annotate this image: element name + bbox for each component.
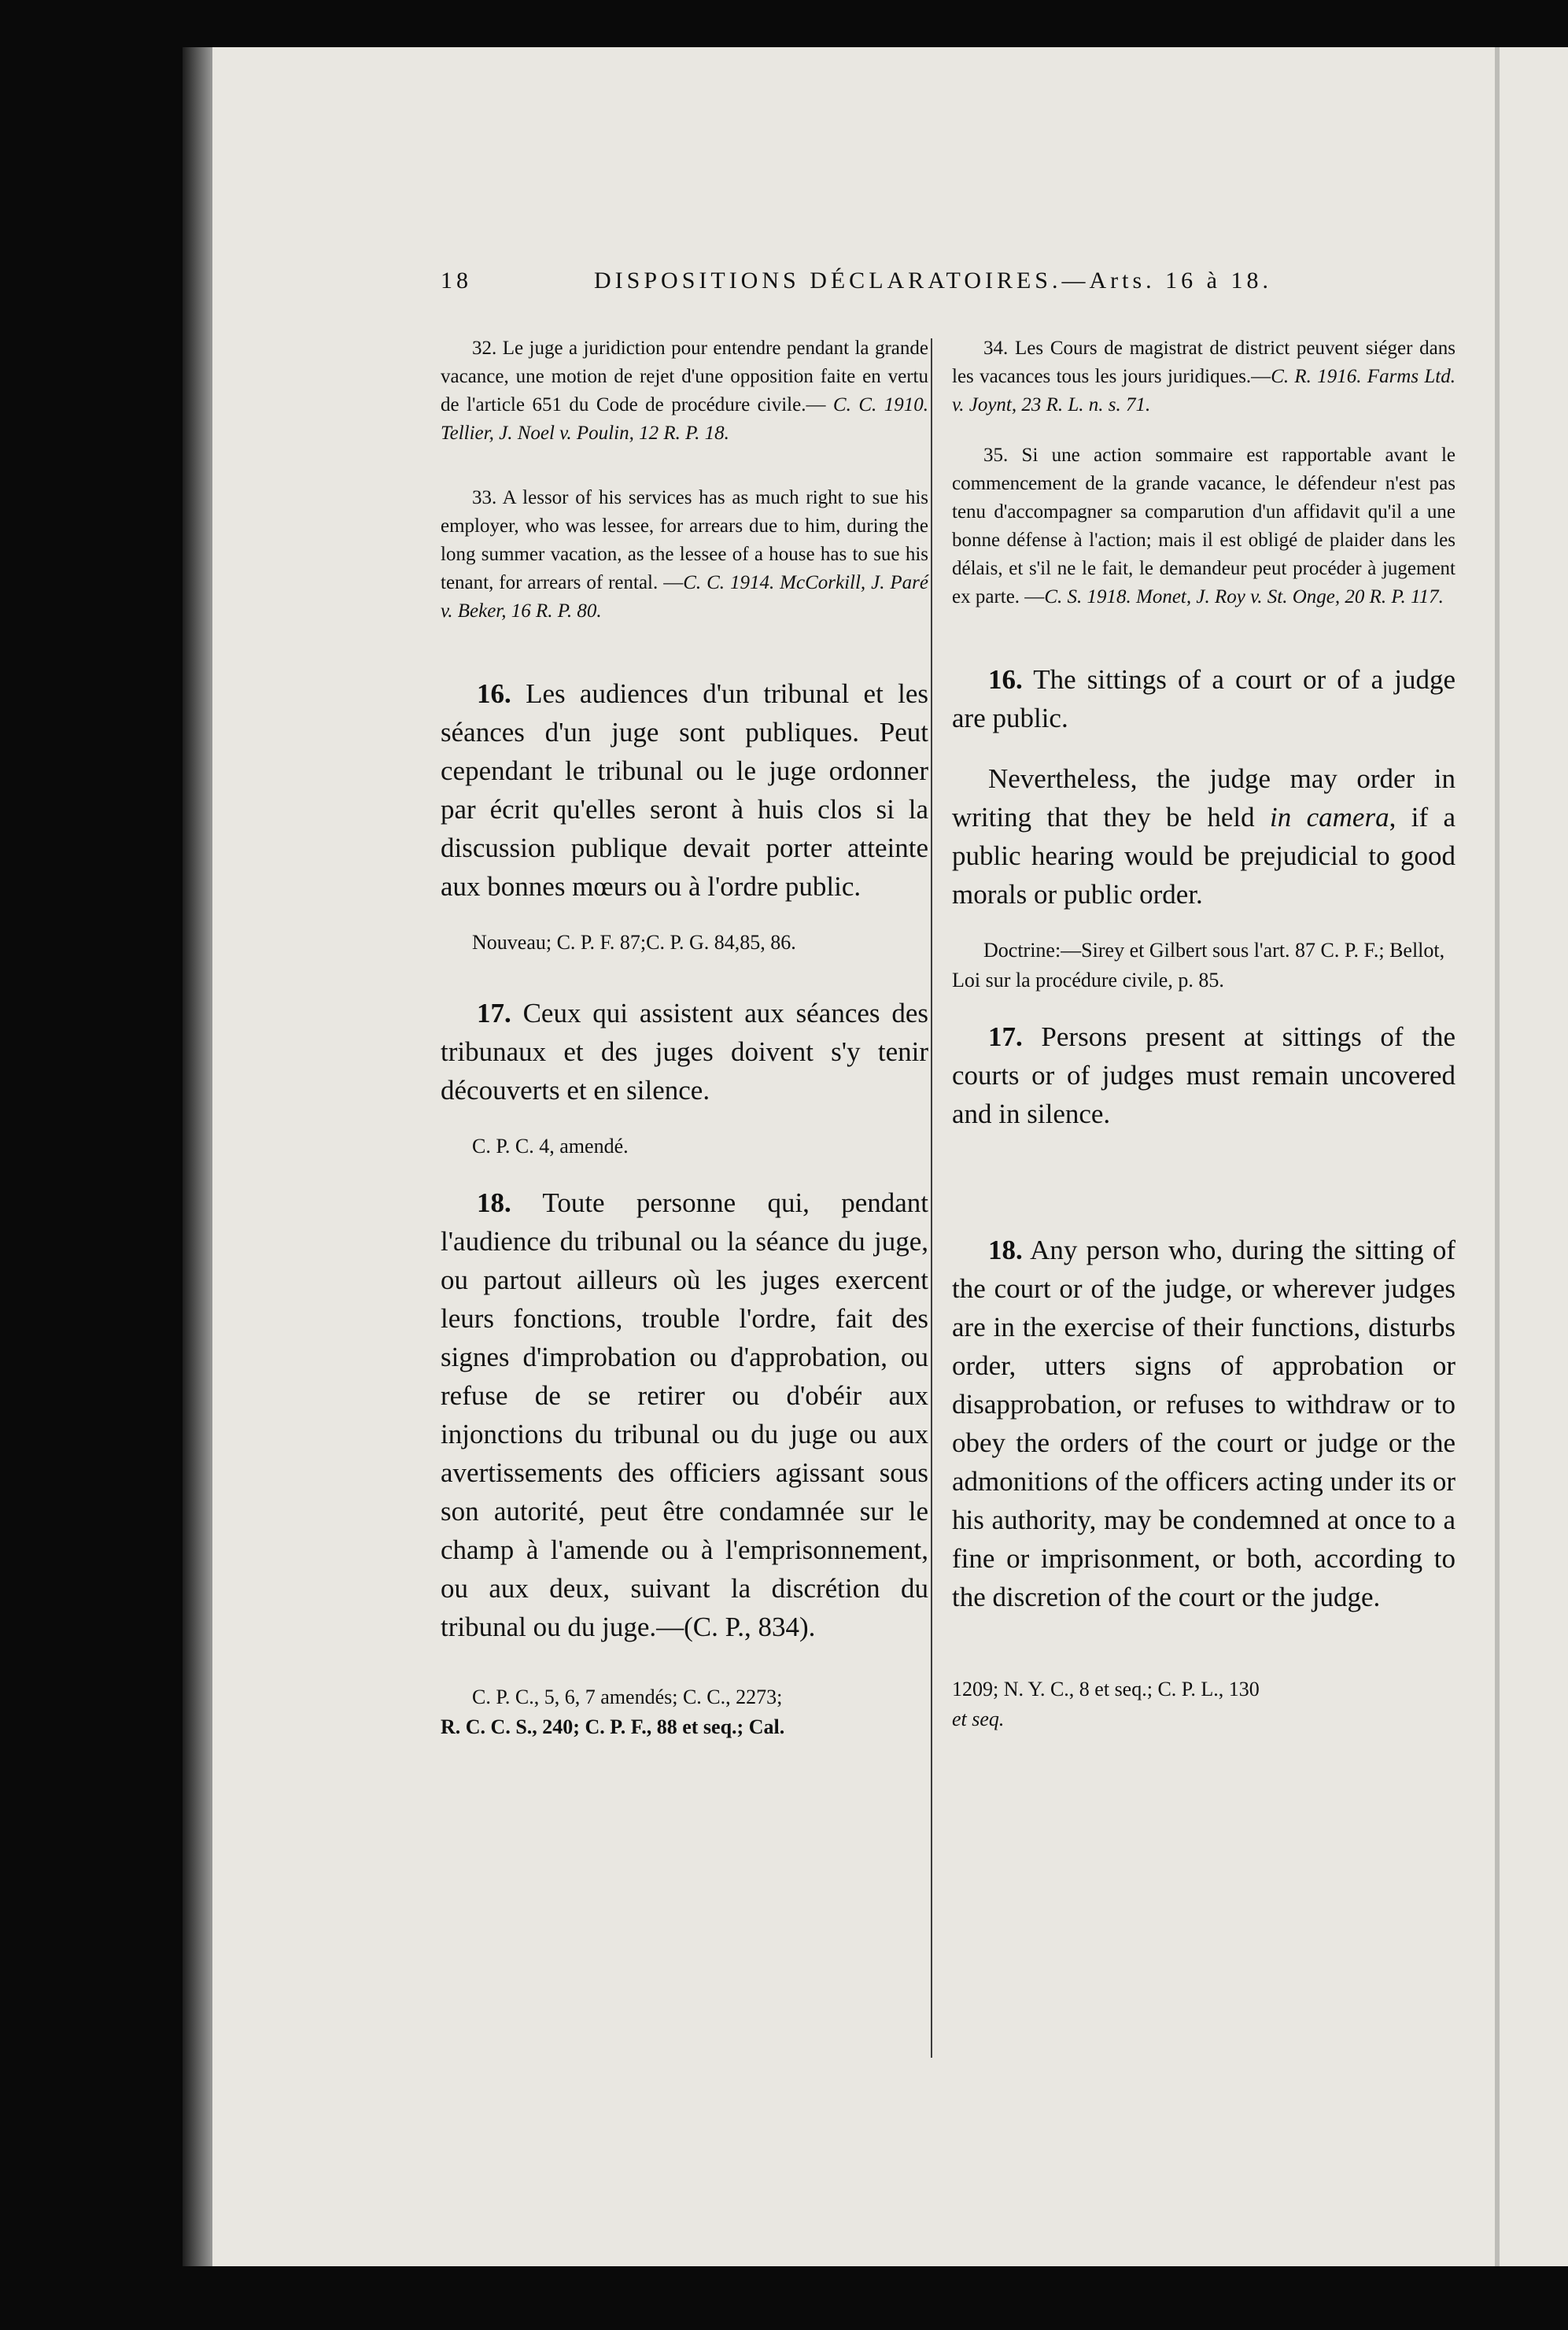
article-number: 16. [477, 678, 511, 709]
note-34-citation: C. R. 1916. Farms Ltd. v. Joynt, 23 R. L. n. s. 71. [952, 366, 1455, 415]
note-34-text: 34. Les Cours de magistrat de district peuvent siéger dans les vacances tous les jours juridiques.— [952, 338, 1455, 387]
note-33 [441, 484, 928, 626]
note-35-citation: C. S. 1918. Monet, J. Roy v. St. Onge, 20 R. P. 117. [1044, 586, 1444, 607]
french-column [441, 334, 928, 1742]
article-18-en [952, 1231, 1455, 1616]
note-33-text: 33. A lessor of his services has as much right to sue his employer, who was lessee, for arrears due to him, during the long summer vacation, as the lessee of a house has to sue his tenant, for arrears of rental. — [441, 487, 928, 593]
running-title: DISPOSITIONS DÉCLARATOIRES.—Arts. 16 à 18. [594, 268, 1272, 294]
article-text: Persons present at sittings of the courts or of judges must remain uncovered and in silence. [952, 1021, 1456, 1129]
article-17-en [952, 1017, 1455, 1133]
article-number: 16. [988, 664, 1023, 695]
article-text: The sittings of a court or of a judge are public. [952, 664, 1455, 733]
article-text: Any person who, during the sitting of the court or of the judge, or wherever judges are in the exercise of their functions, disturbs order, utters signs of approbation or disapprobation, or refuses to withdraw or to obey the orders of the court or judge or the admonitions of the officers acting under its or his authority, may be condemned at once to a fine or imprisonment, or both, according to the discretion of the court or the judge. [952, 1235, 1455, 1612]
article-18-en-source-a: 1209; N. Y. C., 8 et seq.; C. P. L., 130 [952, 1678, 1260, 1700]
column-divider [931, 338, 932, 2058]
note-35-text: 35. Si une action sommaire est rapportable avant le commencement de la grande vacance, le défendeur n'est pas tenu d'accompagner sa comparution d'un affidavit qu'il a une bonne défense à l'action; mais il est obligé de plaider dans les délais, et s'il ne le fait, le demandeur peut procéder à jugement ex parte. — [952, 445, 1455, 607]
note-35 [952, 441, 1455, 611]
note-33-citation: C. C. 1914. McCorkill, J. Paré v. Beker, 16 R. P. 80. [441, 572, 928, 622]
note-32 [441, 334, 928, 448]
article-18-fr [441, 1183, 928, 1646]
article-number: 18. [988, 1235, 1023, 1265]
in-camera-term: in camera [1270, 802, 1389, 833]
note-34 [952, 334, 1455, 419]
article-16-en [952, 660, 1455, 737]
article-text: Ceux qui assistent aux séances des tribunaux et des juges doivent s'y tenir découverts et en silence. [441, 998, 928, 1106]
article-16-en-para-2: Nevertheless, the judge may order in writing that they be held in camera, if a public hearing would be prejudicial to good morals or public order. [952, 763, 1456, 910]
article-18-fr-source-b: R. C. C. S., 240; C. P. F., 88 et seq.; Cal. [441, 1715, 785, 1738]
english-column [952, 334, 1455, 1734]
page-edge [1495, 47, 1500, 2266]
article-number: 17. [988, 1021, 1023, 1052]
article-number: 17. [477, 998, 511, 1028]
article-18-en-source-b: et seq. [952, 1708, 1005, 1730]
article-18-fr-source-a: C. P. C., 5, 6, 7 amendés; C. C., 2273; [472, 1686, 783, 1708]
article-17-fr [441, 994, 928, 1110]
page-number: 18 [441, 268, 472, 294]
article-text: Toute personne qui, pendant l'audience du tribunal ou la séance du juge, ou partout ailleurs où les juges exercent leurs fonctions, trouble l'ordre, fait des signes d'improbation ou d'approbation, ou refuse de se retirer ou d'obéir aux injonctions du tribunal ou du juge ou aux avertissements des officiers agissant sous son autorité, peut être condamnée sur le champ à l'amende ou à l'emprisonnement, ou aux deux, suivant la discrétion du tribunal ou du juge.—(C. P., 834). [441, 1187, 928, 1642]
article-16-en-doctrine: Doctrine:—Sirey et Gilbert sous l'art. 87 C. P. F.; Bellot, Loi sur la procédure civile, p. 85. [952, 939, 1445, 991]
page-shadow [183, 47, 212, 2266]
note-32-citation: C. C. 1910. Tellier, J. Noel v. Poulin, 12 R. P. 18. [441, 394, 928, 444]
article-17-fr-source: C. P. C. 4, amendé. [472, 1135, 629, 1158]
article-16-fr [441, 674, 928, 906]
article-number: 18. [477, 1187, 511, 1218]
article-text: Les audiences d'un tribunal et les séances d'un juge sont publiques. Peut cependant le tribunal ou le juge ordonner par écrit qu'elles seront à huis clos si la discussion publique devait porter atteinte aux bonnes mœurs ou à l'ordre public. [441, 678, 929, 902]
article-16-fr-source: Nouveau; C. P. F. 87;C. P. G. 84,85, 86. [472, 931, 796, 954]
note-32-text: 32. Le juge a juridiction pour entendre pendant la grande vacance, une motion de rejet d'une opposition faite en vertu de l'article 651 du Code de procédure civile.— [441, 338, 928, 415]
